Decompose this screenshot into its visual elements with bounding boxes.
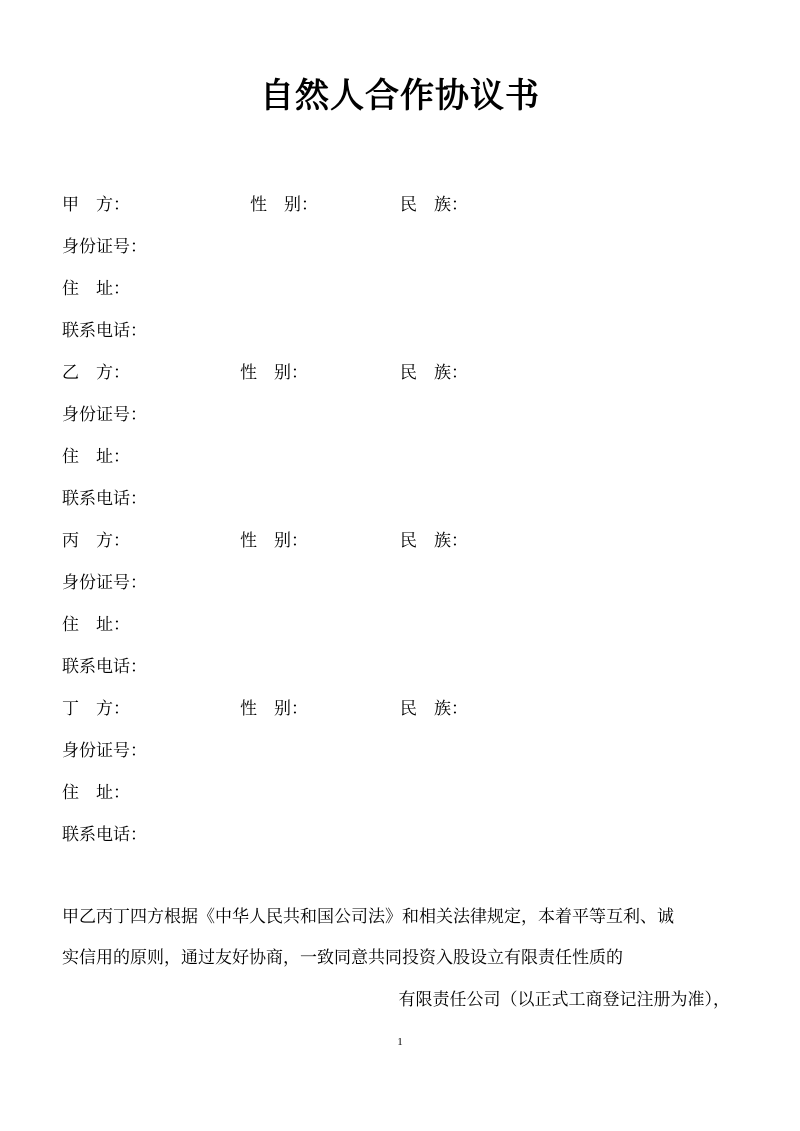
- party-b-name-label: 乙 方：: [62, 363, 130, 383]
- party-a-phone-row: [62, 319, 742, 361]
- party-b-name-row: [62, 361, 742, 403]
- paragraph-line-3: 有限责任公司（以正式工商登记注册为准），: [398, 990, 730, 1010]
- party-d-id-label: 身份证号：: [62, 741, 147, 761]
- party-a-ethnic-label: 民 族：: [400, 195, 468, 215]
- paragraph-line-1: 甲乙丙丁四方根据《中华人民共和国公司法》和相关法律规定，本着平等互利、诚: [62, 907, 674, 927]
- party-b-address-label: 住 址：: [62, 447, 130, 467]
- agreement-paragraph: [62, 905, 742, 1015]
- party-a-gender-label: 性 别：: [250, 195, 318, 215]
- party-c-phone-row: [62, 655, 742, 697]
- party-b-id-row: [62, 403, 742, 445]
- party-b-block: [62, 361, 742, 529]
- party-d-phone-label: 联系电话：: [62, 825, 147, 845]
- party-d-id-row: [62, 739, 742, 781]
- party-b-phone-label: 联系电话：: [62, 489, 147, 509]
- party-b-phone-row: [62, 487, 742, 529]
- party-b-id-label: 身份证号：: [62, 405, 147, 425]
- party-c-name-row: [62, 529, 742, 571]
- party-a-phone-label: 联系电话：: [62, 321, 147, 341]
- party-c-phone-label: 联系电话：: [62, 657, 147, 677]
- party-d-phone-row: [62, 823, 742, 865]
- party-a-id-row: [62, 235, 742, 277]
- party-d-name-label: 丁 方：: [62, 699, 130, 719]
- party-d-ethnic-label: 民 族：: [400, 699, 468, 719]
- party-c-block: [62, 529, 742, 697]
- party-d-block: [62, 697, 742, 865]
- party-a-block: [62, 193, 742, 361]
- page-title: 自然人合作协议书: [260, 76, 540, 116]
- paragraph-line-2: 实信用的原则，通过友好协商，一致同意共同投资入股设立有限责任性质的: [62, 948, 623, 968]
- party-c-name-label: 丙 方：: [62, 531, 130, 551]
- party-d-address-label: 住 址：: [62, 783, 130, 803]
- party-d-name-row: [62, 697, 742, 739]
- party-b-gender-label: 性 别：: [240, 363, 308, 383]
- party-a-name-label: 甲 方：: [62, 195, 130, 215]
- party-c-id-label: 身份证号：: [62, 573, 147, 593]
- party-c-address-row: [62, 613, 742, 655]
- party-d-gender-label: 性 别：: [240, 699, 308, 719]
- party-b-ethnic-label: 民 族：: [400, 363, 468, 383]
- party-d-address-row: [62, 781, 742, 823]
- party-b-address-row: [62, 445, 742, 487]
- party-c-gender-label: 性 别：: [240, 531, 308, 551]
- party-a-name-row: [62, 193, 742, 235]
- page-number: 1: [397, 1036, 403, 1048]
- party-a-address-label: 住 址：: [62, 279, 130, 299]
- party-c-id-row: [62, 571, 742, 613]
- party-c-address-label: 住 址：: [62, 615, 130, 635]
- party-c-ethnic-label: 民 族：: [400, 531, 468, 551]
- party-a-id-label: 身份证号：: [62, 237, 147, 257]
- party-a-address-row: [62, 277, 742, 319]
